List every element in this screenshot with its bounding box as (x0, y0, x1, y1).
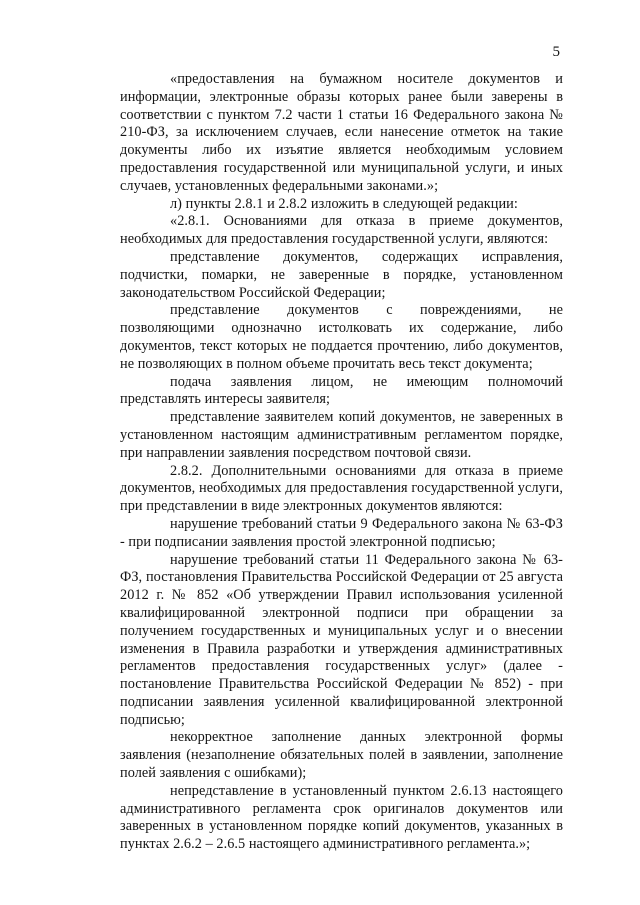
paragraph-12: непредставление в установленный пунктом 2.6.13 настоящего административного регламента срок оригиналов документов или заверенных в установленном порядке копий документов, указанных в пунктах 2.6.2 – 2.6.5 настоящего административного регламента.»; (120, 782, 563, 853)
paragraph-1: «предоставления на бумажном носителе документов и информации, электронные образы которых ранее были заверены в соответствии с пунктом 7.2 части 1 статьи 16 Федерального закона № 210-ФЗ, за исключением случаев, если нанесение отметок на такие документы либо их изъятие является необходимым условием предоставления государственной или муниципальной услуги, и иных случаев, установленных федеральными законами.»; (120, 71, 563, 194)
paragraph-7: представление заявителем копий документов, не заверенных в установленном настоящим административным регламентом порядке, при направлении заявления посредством почтовой связи. (120, 409, 563, 461)
paragraph-11: некорректное заполнение данных электронной формы заявления (незаполнение обязательных полей в заявлении, заполнение полей заявления с ошибками); (120, 729, 563, 782)
paragraph-8: 2.8.2. Дополнительными основаниями для отказа в приеме документов, необходимых для предоставления государственной услуги, при представлении в виде электронных документов являются: (120, 462, 563, 515)
paragraph-6: подача заявления лицом, не имеющим полномочий представлять интересы заявителя; (120, 373, 563, 408)
document-body (120, 71, 563, 854)
page-number: 5 (552, 44, 560, 60)
paragraph-2: л) пункты 2.8.1 и 2.8.2 изложить в следующей редакции: (170, 195, 518, 212)
paragraph-9: нарушение требований статьи 9 Федерального закона № 63-ФЗ - при подписании заявления простой электронной подписью; (120, 515, 563, 550)
paragraph-5: представление документов с повреждениями, не позволяющими однозначно истолковать их содержание, либо документов, текст которых не поддается прочтению, либо документов, не позволяющих в полном объеме прочитать весь текст документа; (120, 302, 563, 372)
paragraph-4: представление документов, содержащих исправления, подчистки, помарки, не заверенные в порядке, установленном законодательством Российской Федерации; (120, 248, 563, 301)
paragraph-3: «2.8.1. Основаниями для отказа в приеме документов, необходимых для предоставления государственной услуги, являются: (120, 213, 563, 248)
paragraph-10: нарушение требований статьи 11 Федерального закона № 63-ФЗ, постановления Правительства Российской Федерации от 25 августа 2012 г. № 852 «Об утверждении Правил использования усиленной квалифицированной электронной подписи при обращении за получением государственных и муниципальных услуг и о внесении изменения в Правила разработки и утверждения административных регламентов предоставления государственных услуг» (далее - постановление Правительства Российской Федерации № 852) - при подписании заявления усиленной квалифицированной электронной подписью; (120, 551, 563, 728)
